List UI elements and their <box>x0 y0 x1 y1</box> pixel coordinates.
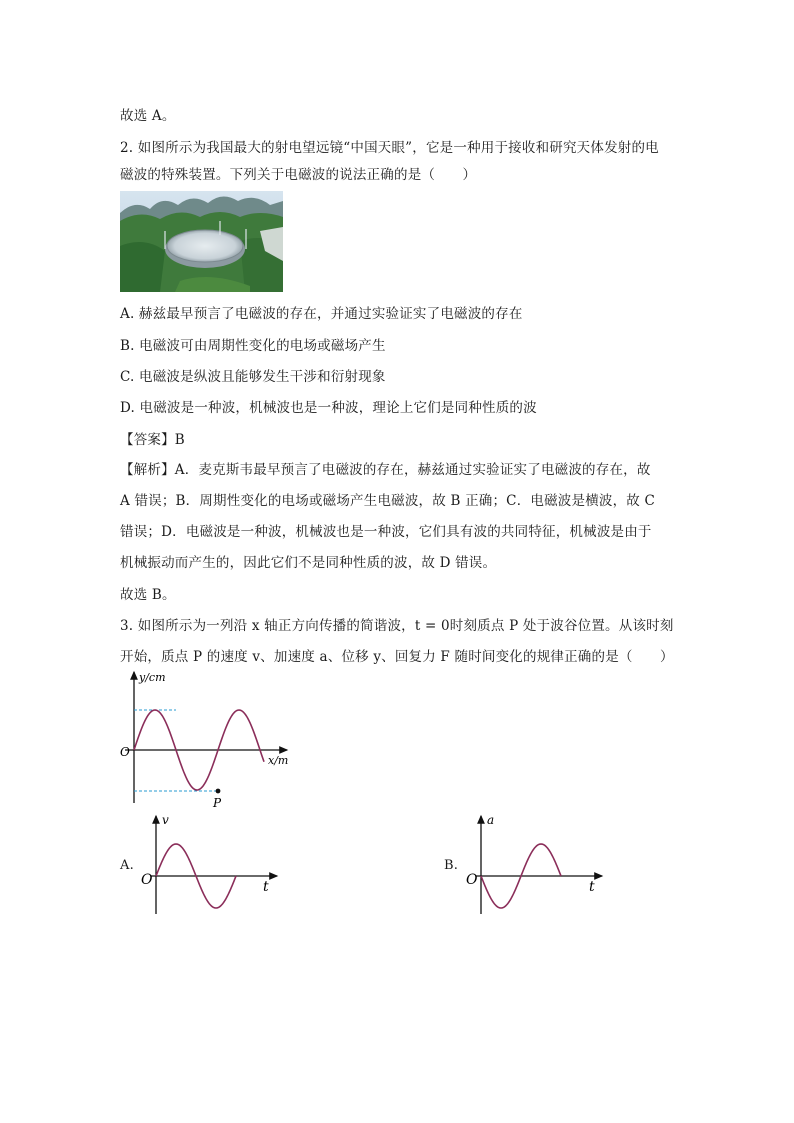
option-a-graph <box>135 812 280 917</box>
q2-answer: 【答案】B <box>120 432 185 448</box>
fast-telescope-photo <box>120 191 283 292</box>
q2-analysis-line-3: 错误；D．电磁波是一种波，机械波也是一种波，它们具有波的共同特征，机械波是由于 <box>120 524 652 540</box>
option-b-a-label: a <box>487 813 495 827</box>
q2-option-a: A. 赫兹最早预言了电磁波的存在，并通过实验证实了电磁波的存在 <box>120 306 523 322</box>
q3-stem-line-2: 开始，质点 P 的速度 v、加速度 a、位移 y、回复力 F 随时间变化的规律正确的是（ ） <box>120 649 674 665</box>
q2-analysis-line-1: 【解析】A．麦克斯韦最早预言了电磁波的存在，赫兹通过实验证实了电磁波的存在，故 <box>120 462 651 478</box>
q2-analysis-line-4: 机械振动而产生的，因此它们不是同种性质的波，故 D 错误。 <box>120 555 497 571</box>
q3-stem-line-1: 3. 如图所示为一列沿 x 轴正方向传播的简谐波，t = 0时刻质点 P 处于波谷位置。从该时刻 <box>120 618 674 634</box>
point-p <box>216 789 221 794</box>
previous-answer: 故选 A。 <box>120 108 176 124</box>
q2-stem-line-1: 2. 如图所示为我国最大的射电望远镜“中国天眼”，它是一种用于接收和研究天体发射的电 <box>120 140 659 156</box>
wave-diagram <box>115 668 295 810</box>
q2-option-b: B. 电磁波可由周期性变化的电场或磁场产生 <box>120 338 386 354</box>
q2-analysis-line-2: A 错误；B．周期性变化的电场或磁场产生电磁波，故 B 正确；C．电磁波是横波，故 C <box>120 493 656 509</box>
option-a-v-label: v <box>162 813 169 827</box>
option-b-t-label: t <box>589 879 595 895</box>
wave-point-label: P <box>213 796 222 810</box>
wave-y-label: y/cm <box>139 671 166 684</box>
q2-option-d: D. 电磁波是一种波，机械波也是一种波，理论上它们是同种性质的波 <box>120 400 537 416</box>
q2-final-answer: 故选 B。 <box>120 587 176 603</box>
option-b-graph <box>462 812 607 917</box>
q2-option-c: C. 电磁波是纵波且能够发生干涉和衍射现象 <box>120 369 386 385</box>
wave-origin-label: O <box>120 745 130 759</box>
wave-x-label: x/m <box>268 754 289 767</box>
q2-stem-line-2: 磁波的特殊装置。下列关于电磁波的说法正确的是（ ） <box>120 167 477 183</box>
q3-option-a-letter: A. <box>120 858 134 873</box>
option-a-t-label: t <box>263 879 269 895</box>
q3-option-b-letter: B. <box>444 858 459 873</box>
option-a-origin: O <box>141 872 153 888</box>
option-b-origin: O <box>466 872 478 888</box>
